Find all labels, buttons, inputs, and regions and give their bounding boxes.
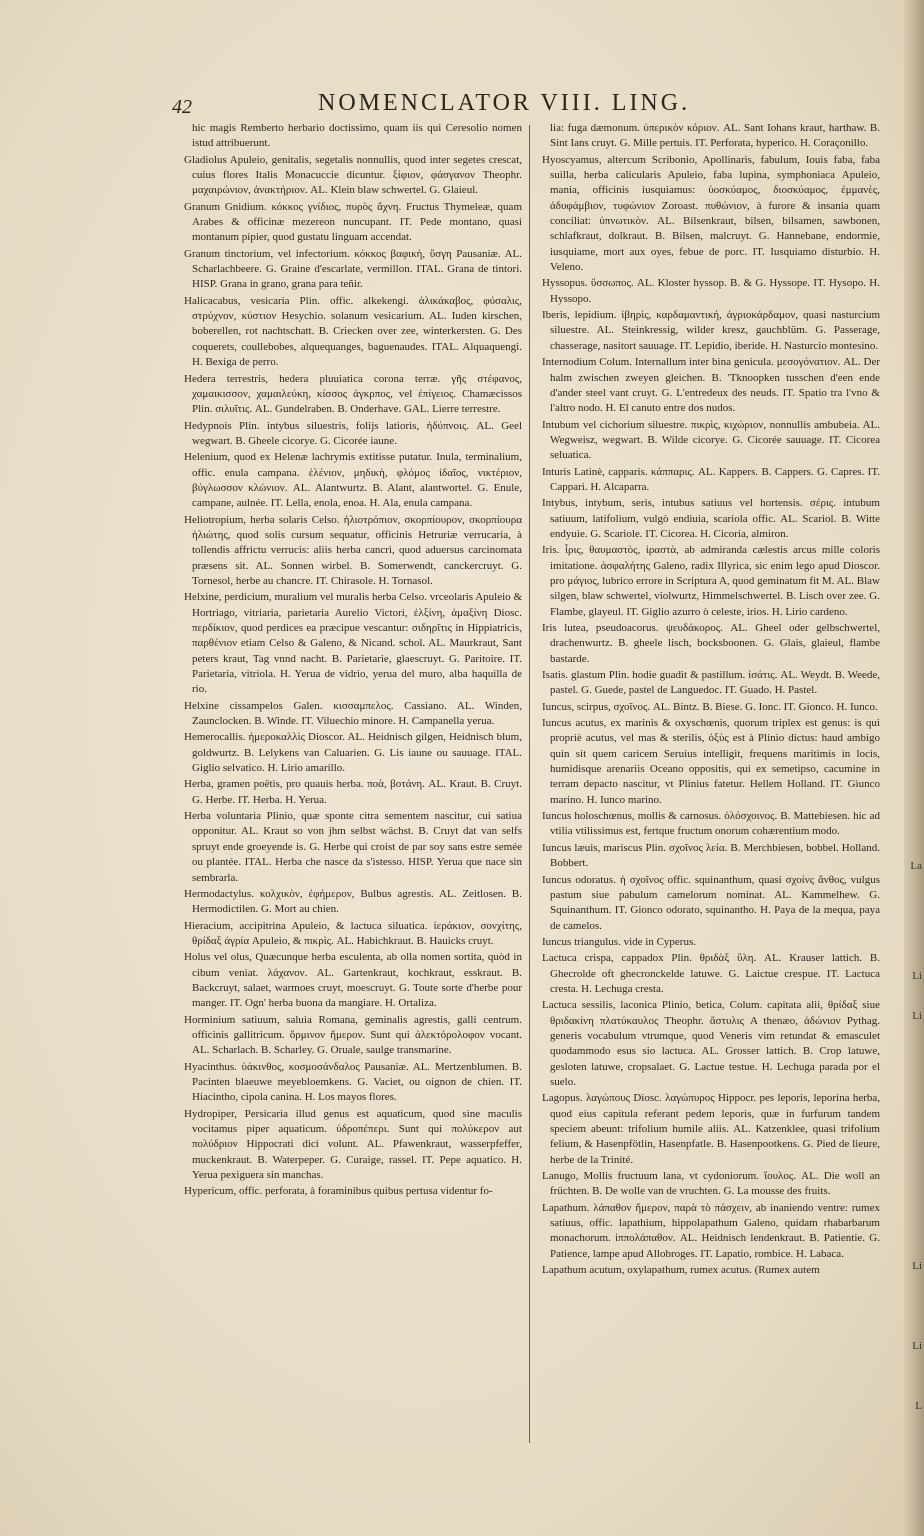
page-number: 42 — [172, 96, 192, 118]
dictionary-entry: Helenium, quod ex Helenæ lachrymis extitisse putatur. Inula, terminalium, offic. enula campana. ἑλένιον, μηδικὴ, φλόμος ἰδαῖος, νικτέριον, βύγλωσσον κλώνιον. AL. Alantwurtz. B. Alant, alantwortel. G. Enule, campane, aulnée. IT. Lella, enola, enoa. H. Ala, enula campana. — [184, 451, 522, 510]
dictionary-entry: Internodium Colum. Internallum inter bina genicula. μεσογόνατιον. AL. Der halm zwischen zweyen gleichen. B. 'Tknoopken tusschen d'een ende d'ander steel vant cruyt. G. L'entredeux des neuds. IT. Spatio tra l'vno & l'altro nodo. H. El canuto entre dos nudos. — [542, 356, 880, 415]
dictionary-entry: Lactuca crispa, cappadox Plin. θριδὰξ ὕλη. AL. Krauser lattich. B. Ghecrolde oft ghecronckelde latuwe. G. Laictue crespue. IT. Lactuca cresta. H. Lechuga cresta. — [542, 952, 880, 995]
column-divider — [529, 125, 530, 1443]
dictionary-entry: Lanugo, Mollis fructuum lana, vt cydoniorum. ἴουλος. AL. Die woll an früchten. B. De wolle van de vruchten. G. La mousse des fruits. — [542, 1170, 880, 1198]
dictionary-entry: Heliotropium, herba solaris Celso. ἡλιοτρόπιον, σκορπίουρον, σκορπίουρα ἡλιώτης, quod solis cursum sequatur, officinis Hetruriæ verrucaria, à tollendis affrictu verrucis: aliis herba cancri, quod aduersus carcinomata præsens sit. AL. Sonnen wirbel. B. Somerwendt, canckercruyt. G. Tornesol, herbe au chancre. IT. Chirasole. H. Tornasol. — [184, 513, 522, 587]
dictionary-entry: Iuncus acutus, ex marinis & oxyschœnis, quorum triplex est genus: is qui propriè acutus, vel mas & sterilis, ὀξὺς est à Plinio dictus: haud ambigo quin sit quem caricem Seruius intelligit, frequens maritimis in locis, humidisque arenariis Oceano oppositis, qui ex semetipso, cacumine in terram depacto nascitur, vt Plinius fatetur. Hellem Holland. IT. Giunco marino. H. Iunco marino. — [542, 717, 880, 806]
dictionary-entry: Gladiolus Apuleio, genitalis, segetalis nonnullis, quod inter segetes crescat, cuius flores Italis Monacuccie dicuntur. ξίφιον, φάσγανον Theophr. μαχαιρώνιον, ἀνακτήριον. AL. Klein blaw schwertel. G. Glaieul. — [184, 153, 522, 197]
facing-page-letter: L — [915, 1400, 922, 1412]
dictionary-entry: Hemerocallis. ἡμεροκαλλὶς Dioscor. AL. Heidnisch gilgen, Heidnisch blum, goldwurtz. B. Lelykens van Caluarien. G. Lis iaune ou sauuage. ITAL. Giglio selvatico. H. Lirio amarillo. — [184, 731, 522, 775]
dictionary-entry: Iuncus læuis, mariscus Plin. σχοῖνος λεία. B. Merchbiesen, bobbel. Holland. Bobbert. — [542, 841, 880, 870]
dictionary-entry: Hydropiper, Persicaria illud genus est aquaticum, quod sine maculis vocitamus piper aquaticum. ὑδροπέπερι. Sunt qui πολύκερον aut πολύδριον Hippocrati dici volunt. AL. Pfawenkraut, wasserpfeffer, muckenkraut. B. Waterpeper. G. Curaige, rassel. IT. Pepe aquatico. H. Yerua pexiguera sin manchas. — [184, 1107, 522, 1182]
dictionary-entry: Intybus, intybum, seris, intubus satiuus vel hortensis. σέρις. intubum satiuum, latifolium, vulgò endiuia, scariola offic. AL. Scariol. B. Witte endyuie. G. Scariole. IT. Cicorea. H. Cicoria, almiron. — [542, 497, 880, 540]
dictionary-entry: Hyacinthus. ὑάκινθος, κοσμοσάνδαλος Pausaniæ. AL. Mertzenblumen. B. Pacinten blaeuwe meyebloemkens. G. Vaciet, ou oignon de chien. IT. Hiacintho, cipola canina. H. Los mayos flores. — [184, 1060, 522, 1104]
dictionary-entry: Iuncus holoschœnus, mollis & carnosus. ὁλόσχοινος. B. Mattebiesen. hic ad vtilia vtilissimus est, fertque fructum onorum cohærentium modo. — [542, 810, 880, 838]
dictionary-entry: lia: fuga dæmonum. ὑπερικὸν κόριον. AL. Sant Iohans kraut, harthaw. B. Sint Ians cruyt. G. Mille pertuis. IT. Perforata, hyperico. H. Coraçonillo. — [550, 122, 880, 150]
dictionary-entry: Iuncus odoratus. ἡ σχοῖνος offic. squinanthum, quasi σχοίνς ἄνθος, vulgus pastum siue pabulum camelorum nominat. AL. Kammelhew. G. Squinanthum. IT. Gionco odorato, squinantho. H. Paya de la mequa, paya de camelos. — [542, 873, 880, 932]
dictionary-entry: Isatis. glastum Plin. hodie guadit & pastillum. ἰσάτις. AL. Weydt. B. Weede, pastel. G. Guede, pastel de Languedoc. IT. Guado. H. Pastel. — [542, 669, 880, 697]
dictionary-entry: Holus vel olus, Quæcunque herba esculenta, ab olla nomen sortita, quòd in cibum veniat. λάχανον. AL. Gartenkraut, kochkraut, esskraut. B. Backcruyt, salaet, warmoes cruyt, moescruyt. G. Toute sorte d'herbe pour manger. IT. Ogn' herba buona da mangiare. H. Ortaliza. — [184, 951, 522, 1010]
dictionary-entry: Lapathum acutum, oxylapathum, rumex acutus. (Rumex autem — [542, 1264, 820, 1277]
dictionary-entry: Hedypnois Plin. intybus siluestris, folijs latioris, ἡδύπνοις. AL. Geel wegwart. B. Gheele cicorye. G. Cicorée iaune. — [184, 419, 522, 447]
dictionary-entry: Hyoscyamus, altercum Scribonio, Apollinaris, fabulum, Iouis faba, faba suilla, herba calicularis Apuleio, faba lupina, symphoniaca Apuleio, mania, officinis iusquiamus: ὑοσκύαμος, διοσκύαμος, ἐμμανὲς, ἀδυφάμβιον, τυφώνιον Zoroast. πυθώνιον, à furore & insania quam conciliat: ὑπνωτικὸν. AL. Bilsenkraut, bilsen, bilsamen, sawbonen, schlafkraut, dolkraut. B. Bilsen, malcruyt. G. Hannebane, endormie, iusquiame, mort aux oyes, febue de porc. IT. Iusquiamo disturbio. H. Veleno. — [542, 153, 880, 274]
right-column — [542, 121, 880, 1461]
dictionary-entry: hic magis Remberto herbario doctissimo, quam iis qui Ceresolio nomen istud attribuerunt. — [192, 122, 522, 150]
facing-page-letter: Li — [912, 1340, 922, 1352]
running-head: NOMENCLATOR VIII. LING. — [318, 90, 691, 116]
left-column — [184, 121, 522, 1461]
facing-page-letter: Li — [912, 1260, 922, 1272]
dictionary-entry: Hypericum, offic. perforata, à foraminibus quibus pertusa videntur fo- — [184, 1185, 493, 1198]
dictionary-entry: Halicacabus, vesicaria Plin. offic. alkekengi. ἁλικάκαβος, φύσαλις, στρύχνον, κύστιον Hesychio. solanum vesicarium. AL. Iuden kirschen, boberellen, rot nachtschatt. B. Criecken over zee, winterkersten. G. Des coquerets, coullebobes, alquequanges, baguenaudes. ITAL. Alquaquengi. H. Bexiga de perro. — [184, 294, 522, 369]
dictionary-entry: Inturis Latinè, capparis. κάππαρις. AL. Kappers. B. Cappers. G. Capres. IT. Cappari. H. Alcaparra. — [542, 465, 880, 493]
facing-page-letter: Li — [912, 1010, 922, 1022]
dictionary-entry: Herba, gramen poëtis, pro quauis herba. ποὰ, βοτάνη. AL. Kraut. B. Cruyt. G. Herbe. IT. Herba. H. Yerua. — [184, 778, 522, 806]
facing-page-edge — [904, 0, 924, 1536]
dictionary-entry: Iris lutea, pseudoacorus. ψευδάκορος. AL. Gheel oder gelbschwertel, drachenwurtz. B. gheele lisch, bocksboonen. G. Glais, glaieul, flambe bastarde. — [542, 622, 880, 665]
dictionary-entry: Iuncus, scirpus, σχοῖνος. AL. Bintz. B. Biese. G. Ionc. IT. Gionco. H. Iunco. — [542, 700, 878, 713]
facing-page-letter: La — [910, 860, 922, 872]
dictionary-entry: Helxine, perdicium, muralium vel muralis herba Celso. vrceolaris Apuleio & Hortriago, vitriaria, parietaria Aurelio Victori, ἑλξίνη, ἀμαξίνη Diosc. περδίκιον, quod perdices ea præcipue vescantur: σιδηρῖτις in Hippiatricis, παρθένιον etiam Celso & Galeno, & Nicand. schol. AL. Maurkraut, Sant peters kraut, Tag vnnd nacht. B. Parietarie, glaescruyt. G. Paritoire. IT. Parietaria, vitriola. H. Yerua de vidrio, yerua del muro, alba haquilla de rio. — [184, 591, 522, 696]
dictionary-entry: Iris. ἶρις, θαυμαστὸς, ἱραστὰ, ab admiranda cælestis arcus mille coloris imitatione. ἀσφαλήτης Galeno, radix Illyrica, sic enim lego apud Dioscor. pro μάγιος, lubrico errore in Scriptura A, quod geminatum fit M. AL. Blaw silgen, blaw schwertel, violwurtz, Himmelschwertel. B. Lisch over zee. G. Flambe, glayeul. IT. Giglio azurro ò celeste, irios. H. Lirio cardeno. — [542, 544, 880, 618]
facing-page-letter: Li — [912, 970, 922, 982]
dictionary-entry: Iuncus triangulus. vide in Cyperus. — [542, 935, 696, 948]
dictionary-entry: Hyssopus. ὕσσωπος. AL. Kloster hyssop. B. & G. Hyssope. IT. Hysopo. H. Hyssopo. — [542, 277, 880, 305]
dictionary-entry: Hedera terrestris, hedera pluuiatica corona terræ. γῆς στέφανος, χαμαικισσον, χαμαιλεύκη, κίσσος ἀγκρπος, vel ἐπίγειος. Chamæcissos Plin. σιλυῖτις. AL. Gundelraben. B. Onderhave. GAL. Lierre terrestre. — [184, 372, 522, 416]
dictionary-entry: Hermodactylus. κολχικὸν, ἐφήμερον, Bulbus agrestis. AL. Zeitlosen. B. Hermodictilen. G. Mort au chien. — [184, 887, 522, 916]
dictionary-entry: Iberis, lepidium. ἰβηρὶς, καρδαμαντική, ἀγριοκάρδαμον, quasi nasturcium siluestre. AL. Steinkressig, wilder kresz, gauchblüm. G. Passerage, chasserage, nasitort sauuage. IT. Lepidio, iberide. H. Nasturcio montesino. — [542, 309, 880, 352]
dictionary-entry: Hieracium, accipitrina Apuleio, & lactuca siluatica. ἱεράκιον, σονχίτης, θρίδαξ ἀγρία Apuleio, & πικρὶς. AL. Habichkraut. B. Hauicks cruyt. — [184, 919, 522, 947]
dictionary-entry: Horminium satiuum, saluia Romana, geminalis agrestis, galli centrum. officinis gallitricum. ὅρμινον ἥμερον. Sunt qui ἀλεκτόρολοφον vocant. AL. Scharlach. B. Scharley. G. Oruale, saulge transmarine. — [184, 1013, 522, 1057]
dictionary-entry: Granum Gnidium. κόκκος γνίδιος, πυρὸς ἄχνη. Fructus Thymeleæ, quam Arabes & officinæ mezereon nuncupant. IT. Pede montano, quasi montanum pipier, quod gustatu linguam accendat. — [184, 200, 522, 244]
dictionary-entry: Intubum vel cichorium siluestre. πικρὶς, κιχώριον, nonnullis ambubeia. AL. Wegweisz, wegwart. B. Wilde cicorye. G. Cicorée sauuage. IT. Cicorea seluatica. — [542, 418, 880, 462]
dictionary-entry: Granum tinctorium, vel infectorium. κόκκος βαφικὴ, ὕσγη Pausaniæ. AL. Scharlachbeere. G. Graine d'escarlate, vermillon. ITAL. Grana de tintori. HISP. Grana in grano, grana para teñir. — [184, 247, 522, 291]
dictionary-entry: Lagopus. λαγώπους Diosc. λαγώπυρος Hippocr. pes leporis, leporina herba, quod eius capitula referant pedem leporis, quæ in furfurum tandem speciem abeunt: trifolium humile aliis. AL. Katzenklee, quasi trifolium felium, & Hasenpfötlin, Hasenpfatle. B. Hasenpootkens. G. Pied de lieure, herbe de la Trinité. — [542, 1092, 880, 1166]
dictionary-entry: Lapathum. λάπαθον ἥμερον, παρὰ τὸ πάσχειν, ab inaniendo ventre: rumex satiuus, offic. lapathium, hippolapathum Galeno, quidam rhabarbarum monachorum. ἱππολάπαθον. AL. Heidnisch lendenkraut. B. Patientie. G. Patience, lampe apud Allobroges. IT. Lapatio, rombice. H. Labaca. — [542, 1201, 880, 1260]
dictionary-entry: Helxine cissampelos Galen. κισσαμπελος. Cassiano. AL. Winden, Zaunclocken. B. Winde. IT. Viluechio minore. H. Campanella yerua. — [184, 699, 522, 728]
dictionary-entry: Herba voluntaria Plinio, quæ sponte citra sementem nascitur, cui satiua opponitur. AL. Kraut so von jhm selbst wächst. B. Cruyt dat van selfs spruyt ende groeyende is. G. Herbe qui croist de par soy sans estre semée ou plantée. ITAL. Herba che nasce da s'istesso. HISP. Yerua que nace sin sembrarla. — [184, 810, 522, 884]
dictionary-entry: Lactuca sessilis, laconica Plinio, betica, Colum. capitata alii, θρίδαξ siue θριδακίνη πλατύκαυλος Theophr. ἄστυλις A thenæo, ἀδώνιον Pythag. generis vocabulum vtrumque, quod Veneris vim retundat & emasculet quodammodo esus sio lactuca. AL. Grosser lattich. B. Crop latuwe, gesloten latuwe, cropsalaet. G. Lactue testue. H. Lechuga parada por el suelo. — [542, 999, 880, 1088]
